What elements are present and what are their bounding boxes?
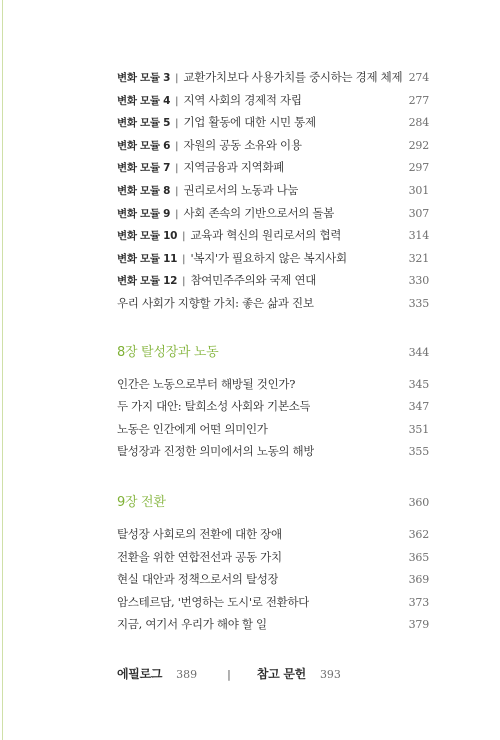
entry-title: 두 가지 대안: 탈희소성 사회와 기본소득 <box>117 399 311 414</box>
module-label: 변화 모듈 5 <box>117 117 171 130</box>
page-margin-line <box>2 0 3 740</box>
toc-entry-module-6[interactable] <box>117 134 429 157</box>
toc-entry-module-10[interactable] <box>117 224 429 247</box>
page-number: 362 <box>408 527 429 541</box>
separator: | <box>182 231 186 243</box>
separator: | <box>175 163 179 175</box>
epilogue-link[interactable]: 에필로그 <box>117 666 163 681</box>
page-number: 277 <box>408 93 429 107</box>
entry-title: 권리로서의 노동과 나눔 <box>183 182 299 197</box>
spacer <box>117 515 429 523</box>
separator: | <box>175 73 179 84</box>
module-label: 변화 모듈 8 <box>117 184 171 197</box>
page-number: 284 <box>408 116 429 130</box>
page-number: 297 <box>408 161 429 175</box>
module-label: 변화 모듈 4 <box>117 94 171 107</box>
module-label: 변화 모듈 9 <box>117 207 171 220</box>
separator: | <box>175 140 179 152</box>
entry-title: 전환을 위한 연합전선과 공동 가치 <box>117 549 282 564</box>
toc-entry[interactable] <box>117 373 429 396</box>
page-number: 393 <box>319 667 341 681</box>
toc-entry[interactable] <box>117 395 429 418</box>
page-number: 307 <box>408 206 429 220</box>
entry-title: 교육과 혁신의 원리로서의 협력 <box>190 228 342 243</box>
module-list <box>117 66 429 292</box>
entry-title: 인간은 노동으로부터 해방될 것인가? <box>117 376 296 391</box>
page-number: 274 <box>408 71 429 84</box>
page-number: 330 <box>408 274 429 288</box>
entry-title: 암스테르담, '번영하는 도시'로 전환하다 <box>117 594 310 609</box>
back-matter-row <box>117 662 429 686</box>
page-number: 373 <box>408 595 429 609</box>
toc-entry-module-3[interactable] <box>117 66 429 89</box>
page-number: 321 <box>408 251 429 265</box>
separator: | <box>175 185 179 197</box>
toc-entry-closing-section[interactable] <box>117 292 429 315</box>
toc-entry-module-9[interactable] <box>117 202 429 225</box>
toc-entry[interactable] <box>117 591 429 614</box>
separator: | <box>175 118 179 130</box>
module-label: 변화 모듈 7 <box>117 162 171 175</box>
entry-title: 우리 사회가 지향할 가치: 좋은 삶과 진보 <box>117 295 314 310</box>
spacer <box>117 463 429 491</box>
module-label: 변화 모듈 11 <box>117 252 178 265</box>
page-number: 347 <box>408 400 429 414</box>
entry-title: 탈성장과 진정한 의미에서의 노동의 해방 <box>117 444 315 459</box>
page-number: 360 <box>408 495 429 509</box>
chapter-title: 8장 탈성장과 노동 <box>117 344 219 360</box>
module-label: 변화 모듈 3 <box>117 72 171 84</box>
page-number: 355 <box>408 445 429 459</box>
page-number: 292 <box>408 138 429 152</box>
module-label: 변화 모듈 6 <box>117 139 171 152</box>
toc-entry[interactable] <box>117 418 429 441</box>
chapter-9-entries <box>117 523 429 636</box>
spacer <box>117 636 429 662</box>
entry-title: 지역금융과 지역화폐 <box>183 160 285 175</box>
toc-entry-module-5[interactable] <box>117 111 429 134</box>
page-number: 365 <box>408 550 429 564</box>
toc-entry[interactable] <box>117 546 429 569</box>
toc-entry[interactable] <box>117 568 429 591</box>
entry-title: 자원의 공동 소유와 이용 <box>183 137 302 152</box>
page-number: 389 <box>176 667 198 681</box>
spacer <box>117 365 429 373</box>
entry-title: 사회 존속의 기반으로서의 돌봄 <box>183 205 335 220</box>
chapter-8-entries <box>117 373 429 463</box>
page-number: 344 <box>408 345 429 359</box>
chapter-title: 9장 전환 <box>117 494 166 510</box>
entry-title: 참여민주주의와 국제 연대 <box>190 273 317 288</box>
separator: | <box>182 276 186 288</box>
page-number: 314 <box>408 229 429 243</box>
toc-entry-module-7[interactable] <box>117 156 429 179</box>
page-number: 369 <box>408 573 429 587</box>
chapter-heading-9[interactable] <box>117 491 429 515</box>
page-number: 379 <box>408 618 429 632</box>
separator: | <box>175 208 179 220</box>
separator: | <box>182 253 186 265</box>
page-number: 335 <box>408 296 429 310</box>
entry-title: 노동은 인간에게 어떤 의미인가 <box>117 421 268 436</box>
page-number: 345 <box>408 377 429 391</box>
entry-title: 탈성장 사회로의 전환에 대한 장애 <box>117 526 282 541</box>
page-number: 301 <box>408 183 429 197</box>
entry-title: 지역 사회의 경제적 자립 <box>183 92 302 107</box>
toc-entry[interactable] <box>117 440 429 463</box>
toc-entry[interactable] <box>117 523 429 546</box>
toc-entry-module-11[interactable] <box>117 247 429 270</box>
toc-entry-module-4[interactable] <box>117 89 429 112</box>
toc-entry-module-12[interactable] <box>117 269 429 292</box>
module-label: 변화 모듈 10 <box>117 230 178 243</box>
entry-title: 지금, 여기서 우리가 해야 할 일 <box>117 617 267 632</box>
entry-title: '복지'가 필요하지 않은 복지사회 <box>190 250 347 265</box>
entry-title: 교환가치보다 사용가치를 중시하는 경제 체제 <box>183 70 403 84</box>
page-number: 351 <box>408 422 429 436</box>
separator: | <box>175 95 179 107</box>
references-link[interactable]: 참고 문헌 <box>256 666 306 681</box>
spacer <box>117 315 429 341</box>
module-label: 변화 모듈 12 <box>117 275 178 288</box>
chapter-heading-8[interactable] <box>117 341 429 365</box>
entry-title: 기업 활동에 대한 시민 통제 <box>183 115 316 130</box>
table-of-contents <box>117 66 429 686</box>
entry-title: 현실 대안과 정책으로서의 탈성장 <box>117 572 279 587</box>
toc-entry-module-8[interactable] <box>117 179 429 202</box>
separator: | <box>227 667 231 681</box>
toc-entry[interactable] <box>117 613 429 636</box>
